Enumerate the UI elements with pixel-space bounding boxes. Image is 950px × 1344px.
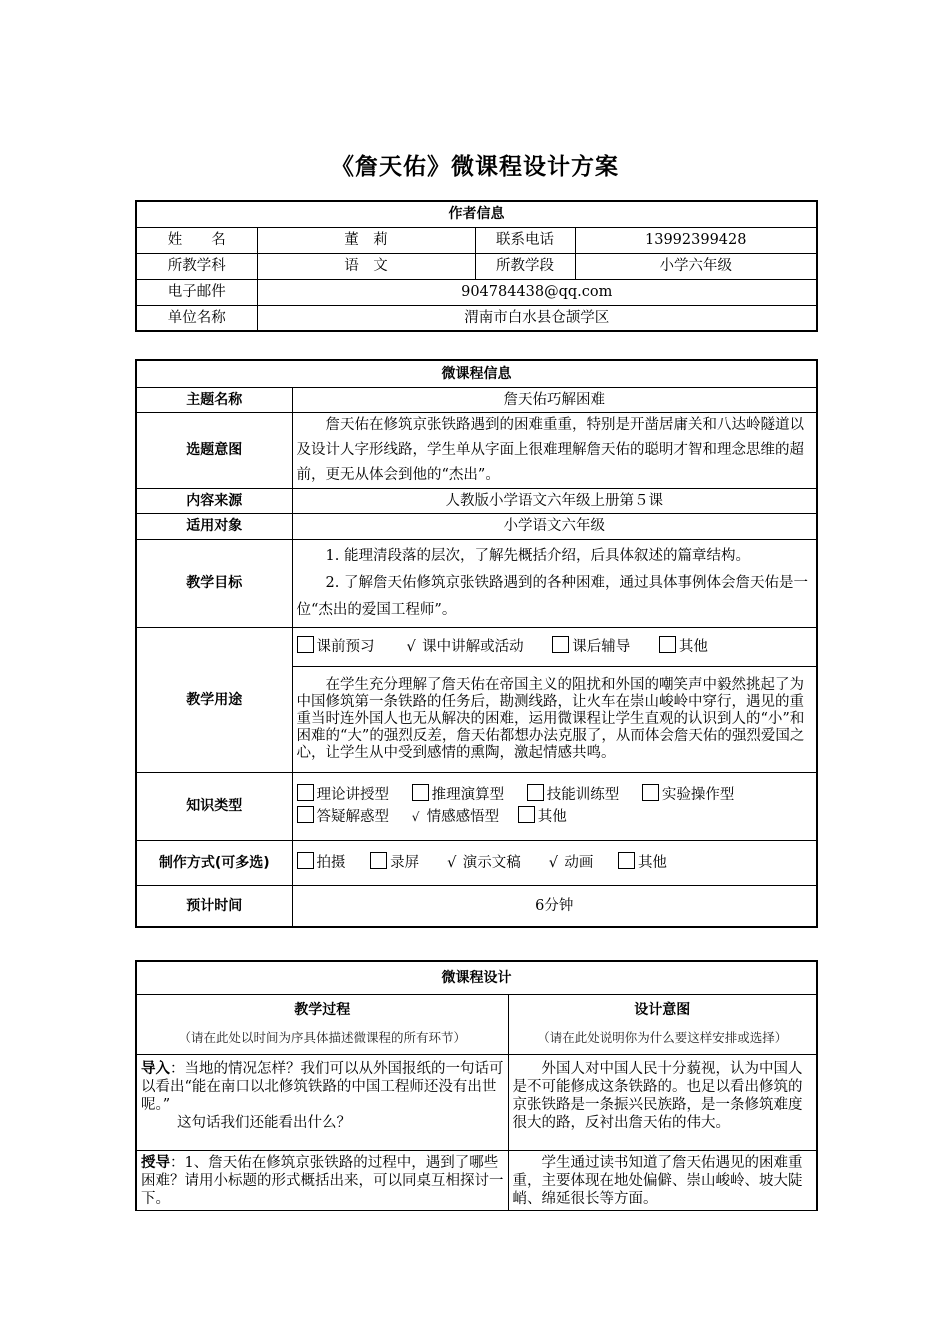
phone-value: 13992399428 [575,227,817,253]
make-option-slides[interactable]: √ 演示文稿 [444,855,521,871]
course-design-table [135,960,818,1211]
source-label: 内容来源 [136,488,292,513]
process-header [136,994,508,1054]
use-option-preview[interactable]: 课前预习 [297,639,375,655]
type-option-other[interactable]: 其他 [518,809,567,825]
phone-label: 联系电话 [475,227,575,253]
goal-label: 教学目标 [136,539,292,627]
checkbox-empty-icon [618,852,635,869]
target-value: 小学语文六年级 [292,513,817,539]
email-value: 904784438@qq.com [257,279,817,305]
unit-label: 单位名称 [136,305,257,331]
checkbox-empty-icon [297,636,314,653]
process-text-1b: 这句话我们还能看出什么？ [177,1114,351,1131]
course-design-header: 微课程设计 [136,961,817,994]
name-value: 董 莉 [257,227,475,253]
subject-label: 所教学科 [136,253,257,279]
type-option-emotion[interactable]: √ 情感感悟型 [408,809,500,825]
stage-label: 所教学段 [475,253,575,279]
make-label: 制作方式(可多选) [136,840,292,885]
process-text-1: ：当地的情况怎样？我们可以从外国报纸的一句话可以看出“能在南口以北修筑铁路的中国工程师还没有出世呢。” [141,1060,504,1113]
intent-label: 选题意图 [136,412,292,488]
design-intent-header [508,994,817,1054]
checkbox-empty-icon [518,806,535,823]
email-label: 电子邮件 [136,279,257,305]
make-option-animation[interactable]: √ 动画 [545,855,593,871]
process-lead-1: 导入 [141,1059,170,1077]
name-label: 姓 名 [136,227,257,253]
checkbox-empty-icon [659,636,676,653]
course-info-table [135,359,818,928]
time-value: 6分钟 [292,885,817,927]
checkmark-icon: √ [411,810,420,824]
process-note: （请在此处以时间为序具体描述微课程的所有环节） [178,1030,466,1045]
process-cell-2 [136,1150,508,1210]
source-value: 人教版小学语文六年级上册第５课 [292,488,817,513]
use-option-other[interactable]: 其他 [659,639,708,655]
type-option-theory[interactable]: 理论讲授型 [297,787,390,803]
type-option-reasoning[interactable]: 推理演算型 [412,787,505,803]
course-info-header: 微课程信息 [136,360,817,387]
checkbox-empty-icon [642,784,659,801]
type-option-skill[interactable]: 技能训练型 [527,787,620,803]
time-label: 预计时间 [136,885,292,927]
author-info-header: 作者信息 [136,201,817,227]
intent-value: 詹天佑在修筑京张铁路遇到的困难重重，特别是开凿居庸关和八达岭隧道以及设计人字形线路，学生单从字面上很难理解詹天佑的聪明才智和理念思维的超前，更无从体会到他的“杰出”。 [292,412,817,488]
checkbox-empty-icon [297,806,314,823]
type-label: 知识类型 [136,772,292,840]
topic-value: 詹天佑巧解困难 [292,387,817,412]
type-options [292,772,817,840]
checkbox-empty-icon [527,784,544,801]
subject-value: 语 文 [257,253,475,279]
target-label: 适用对象 [136,513,292,539]
make-option-shoot[interactable]: 拍摄 [297,855,346,871]
process-lead-2: 授导 [141,1153,170,1171]
intent-cell-1: 外国人对中国人民十分藐视，认为中国人是不可能修成这条铁路的。也足以看出修筑的京张铁路是一条振兴民族路，是一条修筑难度很大的路，反衬出詹天佑的伟大。 [508,1054,817,1150]
use-text: 在学生充分理解了詹天佑在帝国主义的阻扰和外国的嘲笑声中毅然挑起了为中国修筑第一条铁路的任务后，勘测线路，让火车在崇山峻岭中穿行，遇见的重重当时连外国人也无从解决的困难，运用微课程让学生直观的认识到人的“小”和困难的“大”的强烈反差，詹天佑都想办法克服了，从而体会詹天佑的强烈爱国之心，让学生从中受到感情的熏陶，激起情感共鸣。 [292,666,817,772]
intent-cell-2: 学生通过读书知道了詹天佑遇见的困难重重，主要体现在地处偏僻、崇山峻岭、坡大陡峭、绵延很长等方面。 [508,1150,817,1210]
checkbox-empty-icon [370,852,387,869]
checkbox-empty-icon [297,784,314,801]
type-option-qa[interactable]: 答疑解惑型 [297,809,390,825]
checkbox-empty-icon [412,784,429,801]
goal-item-1: 1. 能理清段落的层次，了解先概括介绍，后具体叙述的篇章结构。 [325,547,750,564]
checkbox-empty-icon [297,852,314,869]
make-option-other[interactable]: 其他 [618,855,667,871]
use-option-class[interactable]: √ 课中讲解或活动 [403,639,524,655]
use-options [292,627,817,666]
author-info-table [135,200,818,332]
type-option-experiment[interactable]: 实验操作型 [642,787,735,803]
make-option-record[interactable]: 录屏 [370,855,419,871]
goal-item-2: 2. 了解詹天佑修筑京张铁路遇到的各种困难，通过具体事例体会詹天佑是一位“杰出的爱国工程师”。 [296,574,808,618]
use-label: 教学用途 [136,627,292,772]
topic-label: 主题名称 [136,387,292,412]
goal-value [292,539,817,627]
make-options [292,840,817,885]
checkbox-empty-icon [552,636,569,653]
process-text-2: ：1、詹天佑在修筑京张铁路的过程中，遇到了哪些困难？请用小标题的形式概括出来，可以同桌互相探讨一下。 [141,1154,504,1207]
use-option-after[interactable]: 课后辅导 [552,639,630,655]
design-intent-note: （请在此处说明你为什么要这样安排或选择） [537,1030,788,1045]
unit-value: 渭南市白水县仓颉学区 [257,305,817,331]
process-cell-1 [136,1054,508,1150]
checkmark-icon: √ [406,639,416,655]
stage-value: 小学六年级 [575,253,817,279]
checkmark-icon: √ [447,855,457,871]
checkmark-icon: √ [548,855,558,871]
design-intent-label: 设计意图 [634,1002,691,1018]
page-title: 《詹天佑》微课程设计方案 [331,153,619,180]
process-label: 教学过程 [294,1002,351,1018]
